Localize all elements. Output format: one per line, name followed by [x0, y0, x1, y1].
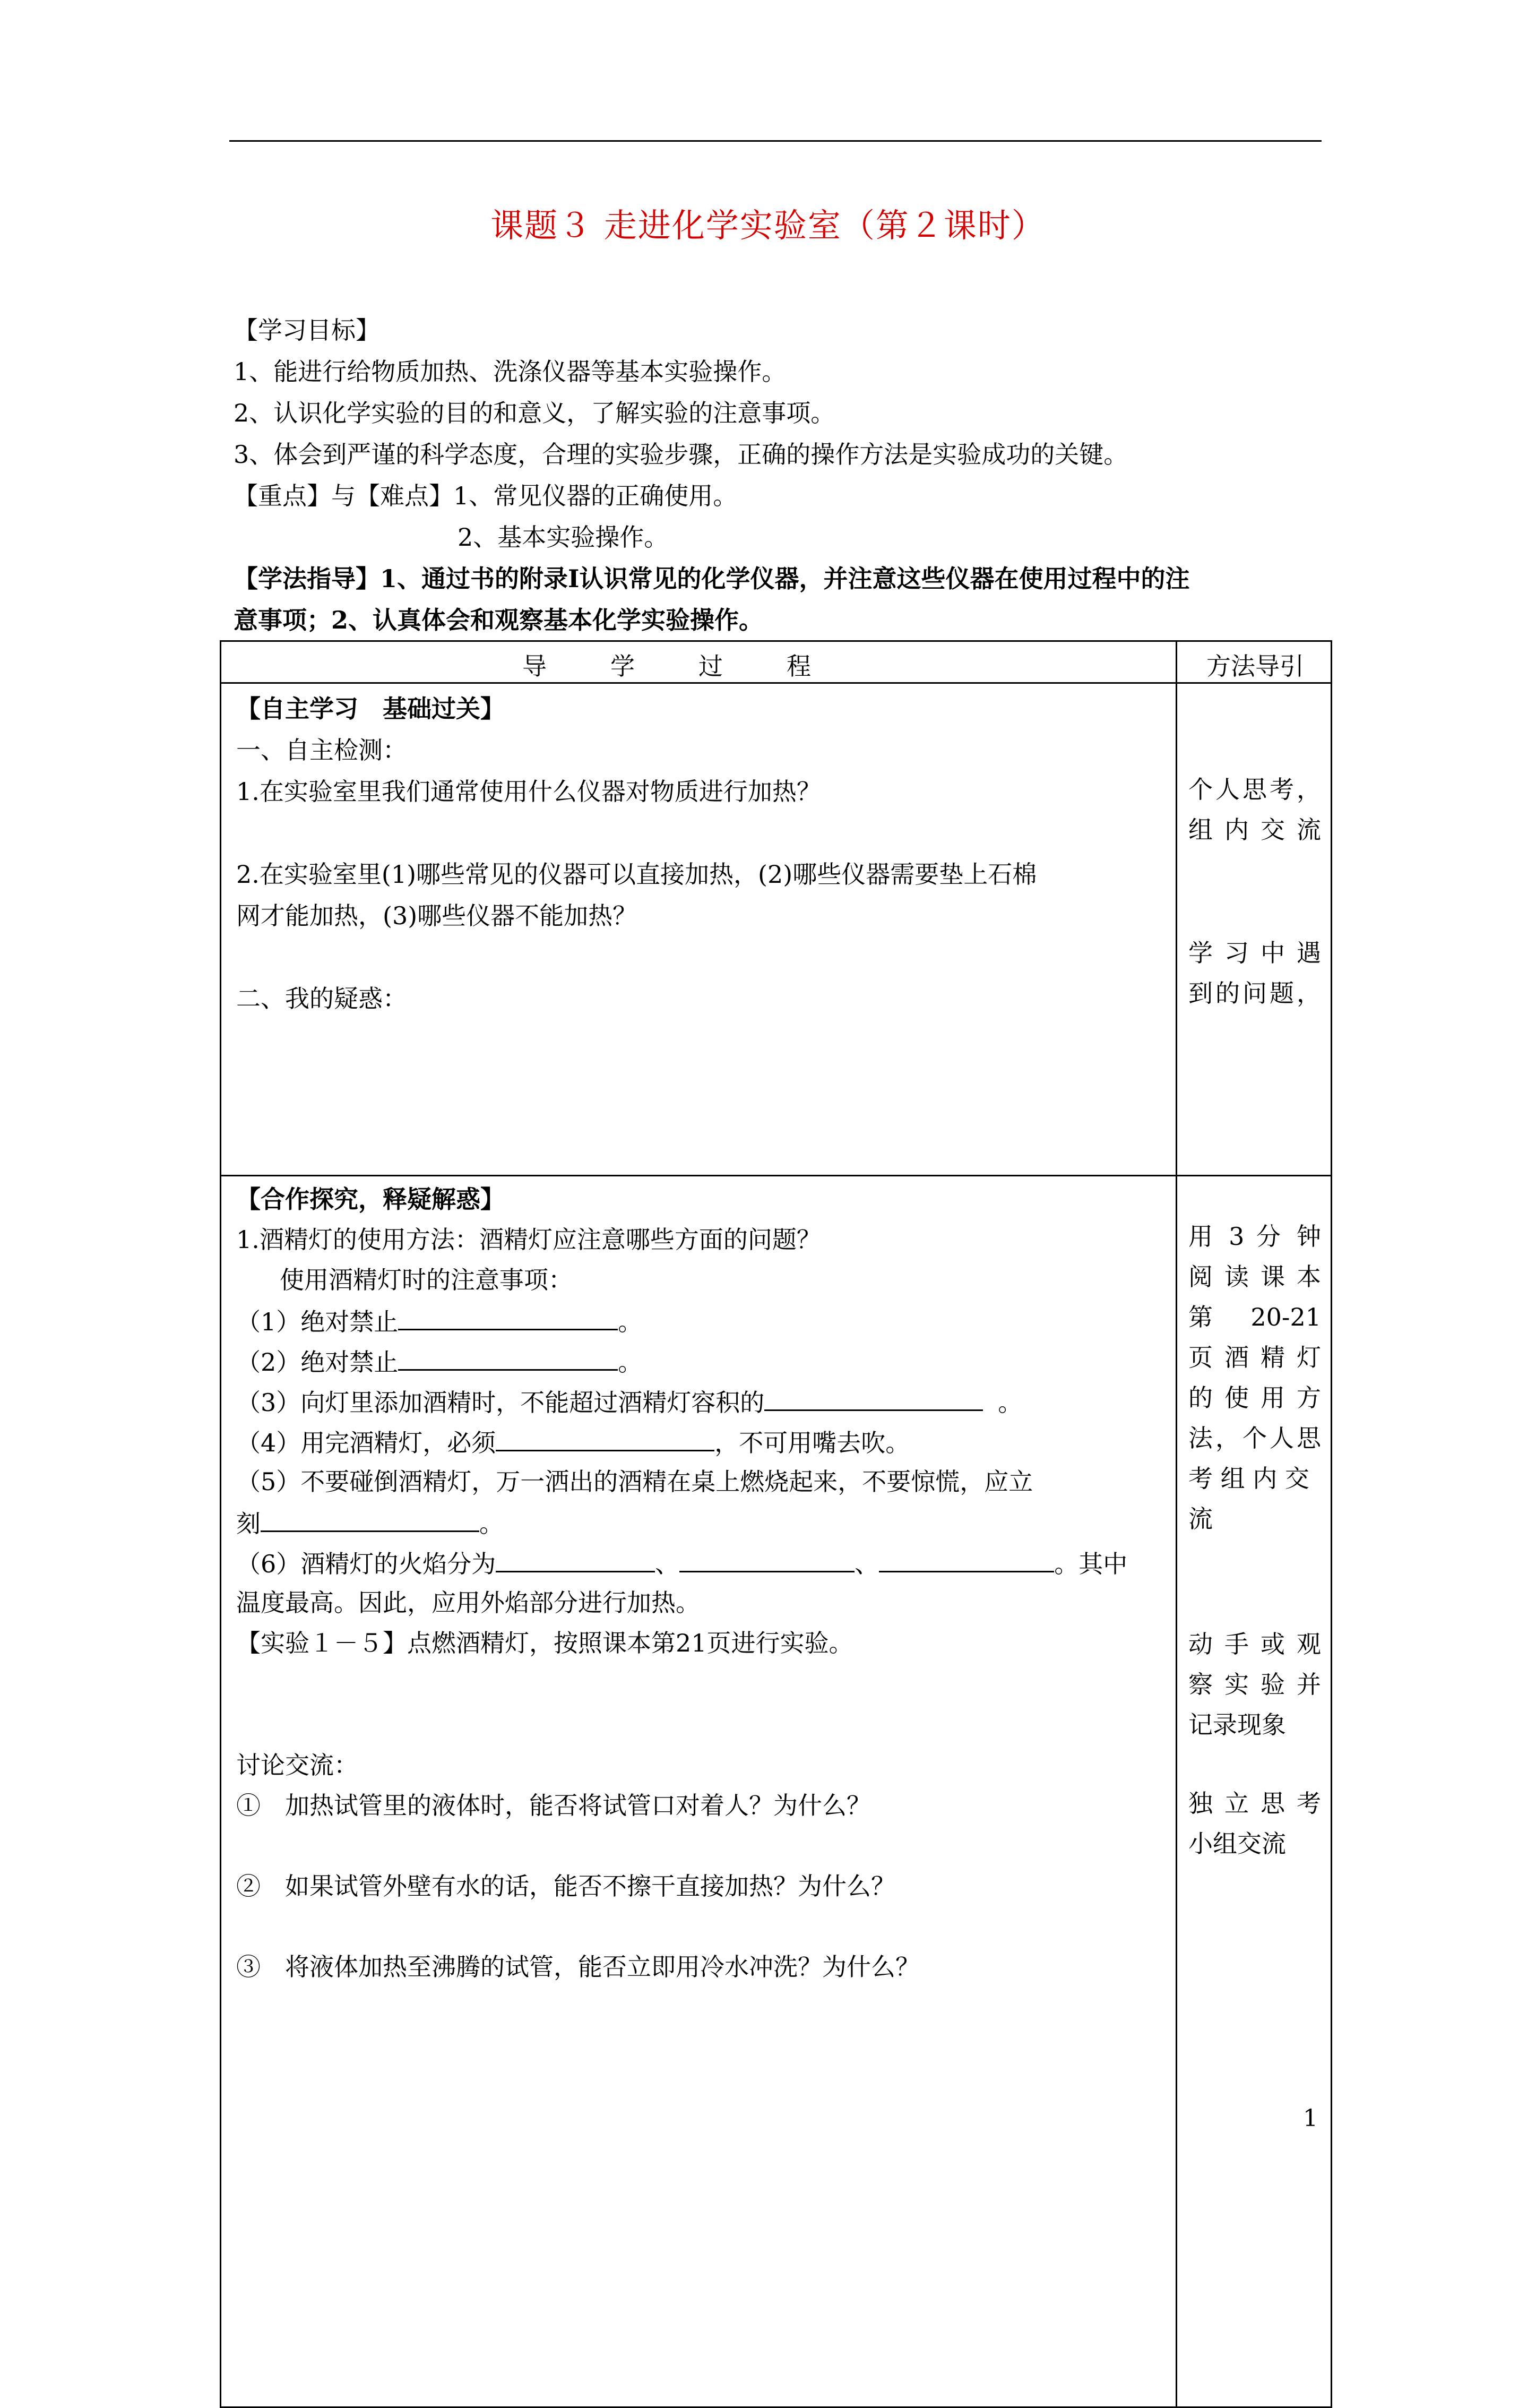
side-note-line: 阅 读 课 本	[1188, 1262, 1321, 1291]
item-text: 。其中	[1054, 1550, 1128, 1578]
notice-item-6-line1	[236, 1545, 1127, 1581]
fill-blank[interactable]	[679, 1545, 855, 1572]
discussion-q2: ② 如果试管外壁有水的话，能否不擦干直接加热？为什么？	[236, 1872, 895, 1900]
side-note-line: 记录现象	[1188, 1710, 1286, 1739]
objective-item-1: 1、能进行给物质加热、洗涤仪器等基本实验操作。	[234, 357, 787, 386]
header-rule	[229, 140, 1322, 142]
item-text: 。	[479, 1509, 504, 1538]
notice-item-1	[236, 1303, 642, 1339]
section2-side-note-3	[1188, 1783, 1321, 1864]
item-text: 。	[998, 1388, 1023, 1417]
method-guide-line-2: 意事项；2、认真体会和观察基本化学实验操作。	[234, 606, 764, 634]
section1-sub2: 二、我的疑惑：	[236, 984, 407, 1013]
section2-side-note-1	[1188, 1216, 1321, 1539]
key-points-line-1: 【重点】与【难点】1、常见仪器的正确使用。	[234, 481, 738, 510]
fill-blank[interactable]	[496, 1545, 655, 1572]
notice-item-6-line2: 温度最高。因此，应用外焰部分进行加热。	[236, 1588, 700, 1617]
item-text: （2）绝对禁止	[236, 1348, 399, 1377]
section2-notice: 使用酒精灯时的注意事项：	[280, 1266, 573, 1294]
column-divider	[1176, 642, 1177, 2406]
discussion-q3: ③ 将液体加热至沸腾的试管，能否立即用冷水冲洗？为什么？	[236, 1953, 920, 1981]
study-table	[220, 640, 1332, 2408]
item-text: 、	[855, 1550, 879, 1578]
fill-blank[interactable]	[398, 1303, 618, 1330]
section1-q2-line2: 网才能加热，(3)哪些仪器不能加热？	[236, 901, 637, 930]
notice-item-4	[236, 1424, 910, 1460]
item-text: （6）酒精灯的火焰分为	[236, 1550, 496, 1578]
discussion-heading: 讨论交流：	[236, 1751, 358, 1779]
section1-q2-line1: 2.在实验室里(1)哪些常见的仪器可以直接加热，(2)哪些仪器需要垫上石棉	[236, 860, 1037, 889]
section-divider	[221, 1175, 1331, 1176]
side-note-line: 个人思考，	[1188, 775, 1321, 804]
item-text: 。	[618, 1308, 643, 1336]
section1-q1: 1.在实验室里我们通常使用什么仪器对物质进行加热？	[236, 777, 821, 806]
side-note-line: 的 使 用 方	[1188, 1383, 1321, 1412]
section2-heading: 【合作探究，释疑解惑】	[236, 1185, 505, 1214]
side-note-line: 第 20-21	[1188, 1303, 1321, 1331]
item-text: （3）向灯里添加酒精时，不能超过酒精灯容积的	[236, 1388, 765, 1417]
item-text: ，不可用嘴去吹。	[714, 1429, 910, 1457]
section1-sub1: 一、自主检测：	[236, 736, 407, 764]
objectives-heading: 【学习目标】	[234, 316, 380, 345]
fill-blank[interactable]	[398, 1344, 618, 1371]
side-note-line: 到的问题，	[1188, 979, 1321, 1008]
item-text: 。	[618, 1348, 643, 1377]
notice-item-5-line1: （5）不要碰倒酒精灯，万一洒出的酒精在桌上燃烧起来，不要惊慌，应立	[236, 1467, 1033, 1496]
side-note-line: 流	[1188, 1504, 1213, 1533]
item-text: （1）绝对禁止	[236, 1308, 399, 1336]
fill-blank[interactable]	[261, 1505, 479, 1532]
side-note-line: 页 酒 精 灯	[1188, 1343, 1321, 1372]
side-note-line: 用 3 分 钟	[1188, 1222, 1321, 1251]
side-note-line: 独 立 思 考	[1188, 1789, 1321, 1818]
method-guide-line-1: 【学法指导】1、通过书的附录Ⅰ认识常见的化学仪器，并注意这些仪器在使用过程中的注	[234, 564, 1190, 593]
key-points-line-2: 2、基本实验操作。	[458, 523, 669, 552]
item-text: （4）用完酒精灯，必须	[236, 1429, 496, 1457]
item-text: 刻	[236, 1509, 261, 1538]
fill-blank[interactable]	[879, 1545, 1054, 1572]
side-note-line: 动 手 或 观	[1188, 1630, 1321, 1658]
section1-side-note-2	[1188, 933, 1321, 1013]
section1-side-note-1	[1188, 769, 1321, 850]
notice-item-3	[236, 1384, 1022, 1420]
side-note-line: 小组交流	[1188, 1829, 1286, 1858]
header-main: 导学过程	[522, 652, 875, 681]
fill-blank[interactable]	[764, 1384, 983, 1411]
side-note-line: 考 组 内 交	[1188, 1464, 1309, 1493]
experiment-1-5: 【实验１－５】点燃酒精灯，按照课本第21页进行实验。	[236, 1629, 853, 1657]
side-note-line: 组内交流	[1188, 815, 1321, 844]
page-title: 课题３ 走进化学实验室（第２课时）	[490, 206, 1046, 245]
section2-q1: 1.酒精灯的使用方法：酒精灯应注意哪些方面的问题？	[236, 1225, 821, 1254]
section1-heading: 【自主学习 基础过关】	[236, 694, 505, 723]
page-number: 1	[1303, 2105, 1318, 2132]
header-side: 方法导引	[1206, 652, 1304, 681]
item-text: 、	[655, 1550, 680, 1578]
objective-item-2: 2、认识化学实验的目的和意义，了解实验的注意事项。	[234, 399, 835, 427]
side-note-line: 察 实 验 并	[1188, 1670, 1321, 1699]
notice-item-2	[236, 1344, 642, 1379]
side-note-line: 法，个人思	[1188, 1424, 1321, 1452]
notice-item-5-line2	[236, 1505, 504, 1541]
fill-blank[interactable]	[496, 1424, 714, 1451]
objective-item-3: 3、体会到严谨的科学态度，合理的实验步骤，正确的操作方法是实验成功的关键。	[234, 440, 1128, 469]
section2-side-note-2	[1188, 1624, 1321, 1745]
discussion-q1: ① 加热试管里的液体时，能否将试管口对着人？为什么？	[236, 1791, 871, 1820]
side-note-line: 学 习 中 遇	[1188, 939, 1321, 967]
